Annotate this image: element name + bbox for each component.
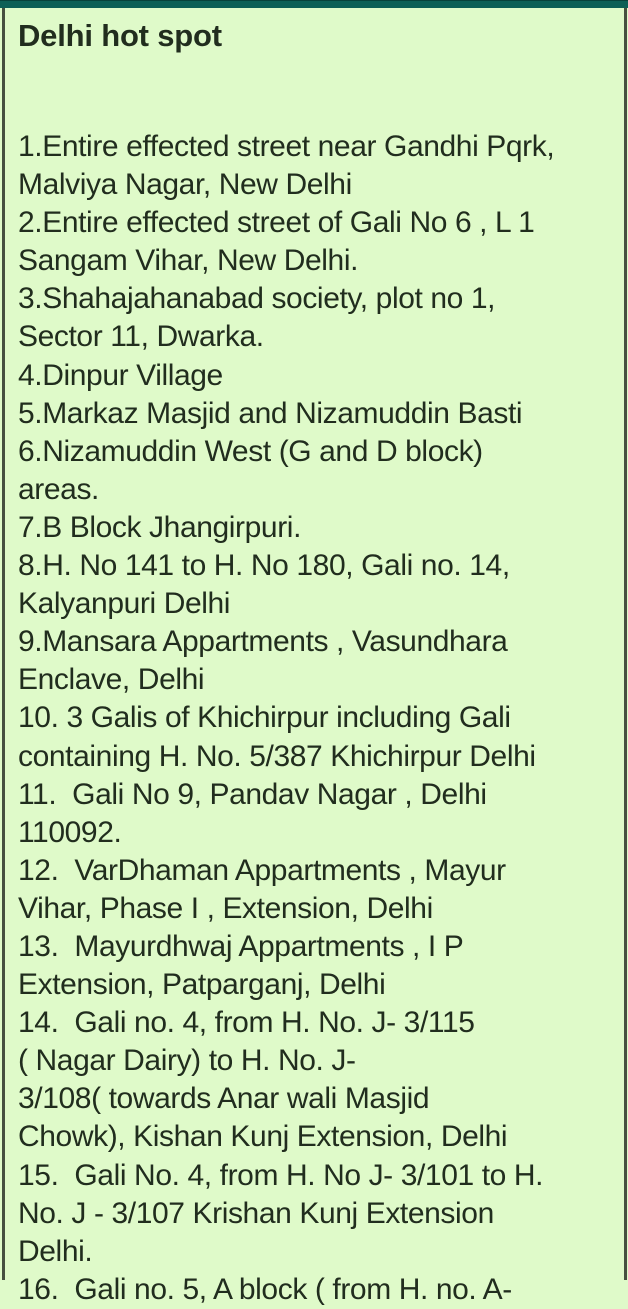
list-line: ( Nagar Dairy) to H. No. J- [18, 1044, 356, 1078]
list-line: No. J - 3/107 Krishan Kunj Extension [18, 1196, 494, 1230]
list-line: 4.Dinpur Village [18, 358, 223, 392]
list-line: 2.Entire effected street of Gali No 6 , L 1 [18, 206, 535, 240]
page-title: Delhi hot spot [18, 18, 222, 53]
list-line: Vihar, Phase I , Extension, Delhi [18, 891, 433, 925]
list-line: Kalyanpuri Delhi [18, 587, 231, 621]
list-line: 1.Entire effected street near Gandhi Pqrk, [18, 130, 555, 163]
list-line: 9.Mansara Appartments , Vasundhara [18, 625, 508, 659]
hotspot-list [18, 128, 618, 1271]
document-content [5, 8, 624, 1309]
list-line: 5.Markaz Masjid and Nizamuddin Basti [18, 396, 523, 430]
list-line: Delhi. [18, 1234, 93, 1268]
list-line: 12. VarDhaman Appartments , Mayur [18, 853, 506, 887]
list-line: 15. Gali No. 4, from H. No J- 3/101 to H. [18, 1158, 544, 1192]
list-line: Sangam Vihar, New Delhi. [18, 244, 359, 278]
list-line: Extension, Patparganj, Delhi [18, 968, 386, 1002]
clipped-list-line: 16. Gali no. 5, A block ( from H. no. A- [18, 1272, 512, 1306]
list-line: areas. [18, 472, 99, 506]
list-line: 8.H. No 141 to H. No 180, Gali no. 14, [18, 549, 510, 583]
list-line: 6.Nizamuddin West (G and D block) [18, 434, 483, 468]
list-line: 110092. [18, 815, 122, 849]
document-panel[interactable] [2, 8, 627, 1306]
list-line: 3/108( towards Anar wali Masjid [18, 1082, 430, 1116]
list-line: Enclave, Delhi [18, 663, 205, 697]
list-line: Chowk), Kishan Kunj Extension, Delhi [18, 1120, 508, 1154]
list-line: 13. Mayurdhwaj Appartments , I P [18, 929, 464, 963]
list-line: containing H. No. 5/387 Khichirpur Delhi [18, 739, 536, 773]
list-line: 11. Gali No 9, Pandav Nagar , Delhi [18, 777, 487, 811]
list-line: 3.Shahajahanabad society, plot no 1, [18, 282, 496, 316]
list-line: 10. 3 Galis of Khichirpur including Gali [18, 701, 511, 735]
list-line: Sector 11, Dwarka. [18, 320, 264, 354]
status-bar [0, 0, 628, 8]
list-line: Malviya Nagar, New Delhi [18, 168, 352, 202]
list-line: 14. Gali no. 4, from H. No. J- 3/115 [18, 1006, 475, 1040]
list-line: 7.B Block Jhangirpuri. [18, 510, 302, 544]
